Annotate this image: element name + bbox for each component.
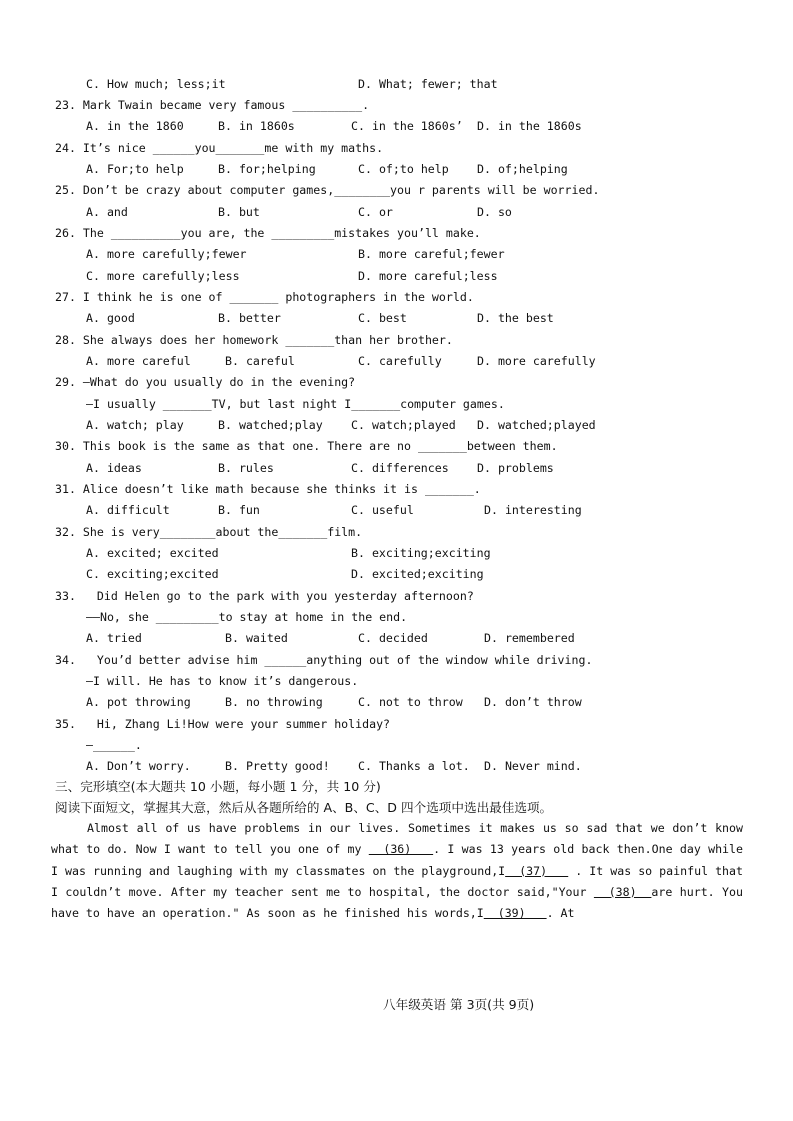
option-30d: D. problems xyxy=(477,461,554,475)
option-31a: A. difficult xyxy=(86,503,170,517)
section-heading: 三、完形填空(本大题共 10 小题，每小题 1 分，共 10 分) xyxy=(55,779,381,794)
question-29: 29. —What do you usually do in the evening? xyxy=(55,375,356,389)
option-30a: A. ideas xyxy=(86,461,142,475)
option-34a: A. pot throwing xyxy=(86,695,191,709)
option-34c: C. not to throw xyxy=(358,695,463,709)
question-32: 32. She is very________about the_______film. xyxy=(55,525,363,539)
option-27b: B. better xyxy=(218,311,281,325)
option-33a: A. tried xyxy=(86,631,142,645)
option-35c: C. Thanks a lot. xyxy=(358,759,470,773)
option-31d: D. interesting xyxy=(484,503,582,517)
option-33c: C. decided xyxy=(358,631,428,645)
option-29a: A. watch; play xyxy=(86,418,184,432)
question-35-response: —______. xyxy=(86,738,142,752)
option-25d: D. so xyxy=(477,205,512,219)
option-28c: C. carefully xyxy=(358,354,442,368)
question-30: 30. This book is the same as that one. There are no _______between them. xyxy=(55,439,558,453)
option-30c: C. differences xyxy=(351,461,449,475)
section-instructions: 阅读下面短文，掌握其大意，然后从各题所给的 A、B、C、D 四个选项中选出最佳选项。 xyxy=(55,800,553,815)
option-28a: A. more careful xyxy=(86,354,191,368)
option-23a: A. in the 1860 xyxy=(86,119,184,133)
passage-text: . It was so painful that I couldn’t move. After my teacher sent me to hospital, the doctor said,"Your xyxy=(51,863,743,899)
question-29-response: —I usually _______TV, but last night I_______computer games. xyxy=(86,397,505,411)
page-footer: 八年级英语 第 3页(共 9页) xyxy=(383,997,535,1012)
passage-text: Almost all of us have problems in our lives. Sometimes it makes us so sad that we don’t know what to do. Now I want to tell you one of my xyxy=(51,821,743,857)
blank-36[interactable]: (36) xyxy=(368,842,434,857)
option-29b: B. watched;play xyxy=(218,418,323,432)
option-26c: C. more carefully;less xyxy=(86,269,240,283)
question-23: 23. Mark Twain became very famous __________. xyxy=(55,98,370,112)
passage-text: . I was 13 years old back then.One day while I was running and laughing with my classmates on the playground,I xyxy=(51,842,743,878)
question-33-response: ——No, she _________to stay at home in the end. xyxy=(86,610,408,624)
option-31b: B. fun xyxy=(218,503,260,517)
option-27a: A. good xyxy=(86,311,135,325)
option-22c: C. How much; less;it xyxy=(86,77,226,91)
option-32c: C. exciting;excited xyxy=(86,567,219,581)
option-25a: A. and xyxy=(86,205,128,219)
question-33: 33. Did Helen go to the park with you yesterday afternoon? xyxy=(55,589,474,603)
cloze-passage xyxy=(51,818,743,924)
passage-text: are hurt. You have to have an operation." As soon as he finished his words,I xyxy=(51,884,743,921)
question-34: 34. You’d better advise him ______anything out of the window while driving. xyxy=(55,653,593,667)
option-33d: D. remembered xyxy=(484,631,575,645)
question-31: 31. Alice doesn’t like math because she thinks it is _______. xyxy=(55,482,481,496)
question-35: 35. Hi, Zhang Li!How were your summer holiday? xyxy=(55,717,391,731)
option-29c: C. watch;played xyxy=(351,418,456,432)
option-28d: D. more carefully xyxy=(477,354,596,368)
option-26d: D. more careful;less xyxy=(358,269,498,283)
option-35a: A. Don’t worry. xyxy=(86,759,191,773)
question-34-response: —I will. He has to know it’s dangerous. xyxy=(86,674,359,688)
blank-39[interactable]: (39) xyxy=(483,906,547,921)
option-26a: A. more carefully;fewer xyxy=(86,247,247,261)
blank-38[interactable]: (38) xyxy=(593,884,652,899)
option-35b: B. Pretty good! xyxy=(225,759,330,773)
question-24: 24. It’s nice ______you_______me with my maths. xyxy=(55,141,384,155)
option-29d: D. watched;played xyxy=(477,418,596,432)
option-23c: C. in the 1860s’ xyxy=(351,119,463,133)
option-27c: C. best xyxy=(358,311,407,325)
option-24a: A. For;to help xyxy=(86,162,184,176)
passage-text: . At xyxy=(546,906,575,921)
option-27d: D. the best xyxy=(477,311,554,325)
option-23d: D. in the 1860s xyxy=(477,119,582,133)
option-24d: D. of;helping xyxy=(477,162,568,176)
blank-37[interactable]: (37) xyxy=(505,863,569,878)
option-28b: B. careful xyxy=(225,354,295,368)
option-30b: B. rules xyxy=(218,461,274,475)
option-22d: D. What; fewer; that xyxy=(358,77,498,91)
question-27: 27. I think he is one of _______ photographers in the world. xyxy=(55,290,474,304)
option-34d: D. don’t throw xyxy=(484,695,582,709)
option-26b: B. more careful;fewer xyxy=(358,247,505,261)
option-32d: D. excited;exciting xyxy=(351,567,484,581)
option-31c: C. useful xyxy=(351,503,414,517)
option-32a: A. excited; excited xyxy=(86,546,219,560)
option-34b: B. no throwing xyxy=(225,695,323,709)
option-24c: C. of;to help xyxy=(358,162,449,176)
option-35d: D. Never mind. xyxy=(484,759,582,773)
option-32b: B. exciting;exciting xyxy=(351,546,491,560)
option-23b: B. in 1860s xyxy=(218,119,295,133)
option-25c: C. or xyxy=(358,205,393,219)
question-28: 28. She always does her homework _______than her brother. xyxy=(55,333,453,347)
question-26: 26. The __________you are, the _________mistakes you’ll make. xyxy=(55,226,481,240)
option-33b: B. waited xyxy=(225,631,288,645)
option-25b: B. but xyxy=(218,205,260,219)
option-24b: B. for;helping xyxy=(218,162,316,176)
question-25: 25. Don’t be crazy about computer games,________you r parents will be worried. xyxy=(55,183,600,197)
